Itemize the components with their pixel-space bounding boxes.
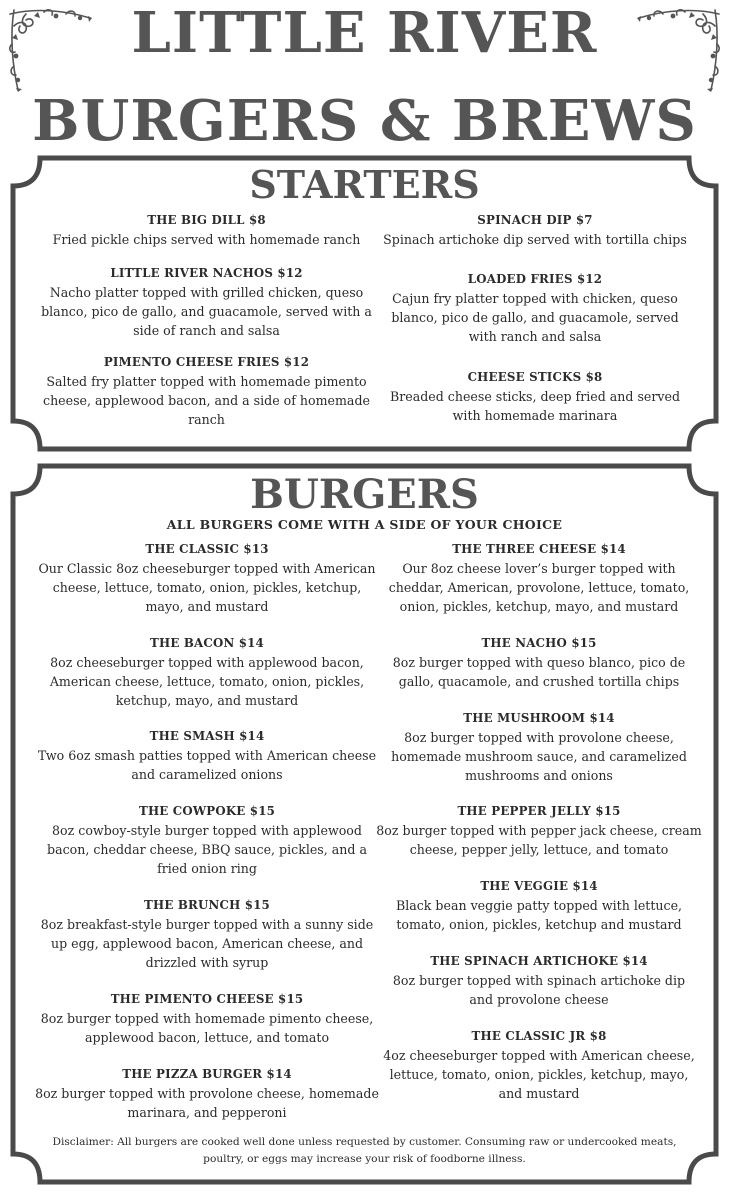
starters-heading: STARTERS [249, 162, 480, 207]
menu-item [32, 540, 382, 616]
menu-item-description: 8oz burger topped with homemade pimento cheese, applewood bacon, lettuce, and tomato [40, 1011, 374, 1045]
menu-item-description: 8oz burger topped with provolone cheese, homemade mushroom sauce, and caramelized mushrooms and onions [391, 730, 687, 783]
menu-item-description: Two 6oz smash patties topped with American cheese and caramelized onions [37, 748, 377, 782]
menu-item [376, 802, 702, 859]
menu-item [380, 1027, 698, 1103]
menu-item-name: THE BIG DILL $8 [147, 213, 266, 227]
menu-item [380, 877, 698, 934]
menu-item [32, 896, 382, 972]
menu-item [32, 1065, 382, 1122]
menu-item [380, 709, 698, 785]
menu-item-name: CHEESE STICKS $8 [467, 370, 603, 384]
menu-item-name: THE PIMENTO CHEESE $15 [110, 992, 304, 1006]
burgers-subheading: ALL BURGERS COME WITH A SIDE OF YOUR CHOICE [166, 517, 563, 532]
menu-item [32, 990, 382, 1047]
menu-item-name: LITTLE RIVER NACHOS $12 [110, 266, 303, 280]
menu-item-description: Black bean veggie patty topped with lettuce, tomato, onion, pickles, ketchup and mustard [395, 898, 683, 932]
menu-item [32, 802, 382, 878]
menu-item [376, 368, 694, 425]
menu-item-name: THE BRUNCH $15 [144, 898, 270, 912]
menu-item [380, 952, 698, 1009]
menu-item [32, 634, 382, 710]
menu-item-name: THE SMASH $14 [149, 729, 265, 743]
menu-item-description: 8oz burger topped with spinach artichoke dip and provolone cheese [392, 973, 686, 1007]
menu-item-name: THE NACHO $15 [481, 636, 597, 650]
menu-item-description: 8oz burger topped with provolone cheese, homemade marinara, and pepperoni [35, 1086, 379, 1120]
menu-item-name: THE VEGGIE $14 [480, 879, 598, 893]
menu-item-description: Breaded cheese sticks, deep fried and served with homemade marinara [389, 389, 681, 423]
restaurant-name-line-2: BURGERS & BREWS [32, 88, 697, 154]
menu-item [32, 727, 382, 784]
menu-item-name: LOADED FRIES $12 [467, 272, 603, 286]
menu-item-name: THE CLASSIC JR $8 [471, 1029, 607, 1043]
menu-item-description: Salted fry platter topped with homemade pimento cheese, applewood bacon, and a side of homemade ranch [43, 374, 370, 427]
menu-item [40, 211, 373, 249]
starters-section [10, 155, 719, 452]
burgers-heading: BURGERS [250, 471, 479, 518]
food-safety-disclaimer: Disclaimer: All burgers are cooked well done unless requested by customer. Consuming raw or undercooked meats, poultry, or eggs may increase your risk of foodborne illness. [52, 1136, 677, 1165]
menu-item-description: Fried pickle chips served with homemade ranch [52, 232, 361, 247]
menu-item-description: 4oz cheeseburger topped with American cheese, lettuce, tomato, onion, pickles, ketchup, mayo, and mustard [383, 1048, 695, 1101]
menu-item-name: THE BACON $14 [150, 636, 264, 650]
menu-item-name: THE COWPOKE $15 [138, 804, 276, 818]
menu-item-name: THE MUSHROOM $14 [463, 711, 615, 725]
menu-item-name: THE THREE CHEESE $14 [452, 542, 626, 556]
menu-item [40, 353, 373, 429]
menu-item [376, 211, 694, 249]
menu-item-name: THE CLASSIC $13 [145, 542, 269, 556]
menu-item [40, 264, 373, 340]
menu-item [380, 540, 698, 616]
menu-item-name: PIMENTO CHEESE FRIES $12 [103, 355, 310, 369]
menu-item-description: 8oz breakfast-style burger topped with a sunny side up egg, applewood bacon, American cheese, and drizzled with syrup [40, 917, 374, 970]
menu-item-name: THE SPINACH ARTICHOKE $14 [430, 954, 648, 968]
restaurant-name-line-1: LITTLE RIVER [131, 0, 598, 66]
menu-item-description: 8oz cheeseburger topped with applewood bacon, American cheese, lettuce, tomato, onion, pickles, ketchup, mayo, and mustard [49, 655, 365, 708]
menu-item-name: SPINACH DIP $7 [477, 213, 593, 227]
menu-item-description: Nacho platter topped with grilled chicken, queso blanco, pico de gallo, and guacamole, served with a side of ranch and salsa [41, 285, 372, 338]
menu-item-name: THE PEPPER JELLY $15 [457, 804, 621, 818]
burgers-section [10, 463, 719, 1185]
menu-item-description: Spinach artichoke dip served with tortilla chips [383, 232, 687, 247]
menu-item-description: Cajun fry platter topped with chicken, queso blanco, pico de gallo, and guacamole, served with ranch and salsa [391, 291, 679, 344]
menu-item-description: 8oz burger topped with pepper jack cheese, cream cheese, pepper jelly, lettuce, and tomato [376, 823, 702, 857]
menu-item-description: Our 8oz cheese lover’s burger topped with cheddar, American, provolone, lettuce, tomato, onion, pickles, ketchup, mayo, and mustard [388, 561, 690, 614]
menu-item-name: THE PIZZA BURGER $14 [122, 1067, 292, 1081]
menu-item [376, 270, 694, 346]
menu-item [380, 634, 698, 691]
menu-item-description: 8oz burger topped with queso blanco, pico de gallo, quacamole, and crushed tortilla chips [392, 655, 686, 689]
menu-item-description: Our Classic 8oz cheeseburger topped with American cheese, lettuce, tomato, onion, pickles, ketchup, mayo, and mustard [38, 561, 376, 614]
menu-item-description: 8oz cowboy-style burger topped with applewood bacon, cheddar cheese, BBQ sauce, pickles, and a fried onion ring [47, 823, 367, 876]
